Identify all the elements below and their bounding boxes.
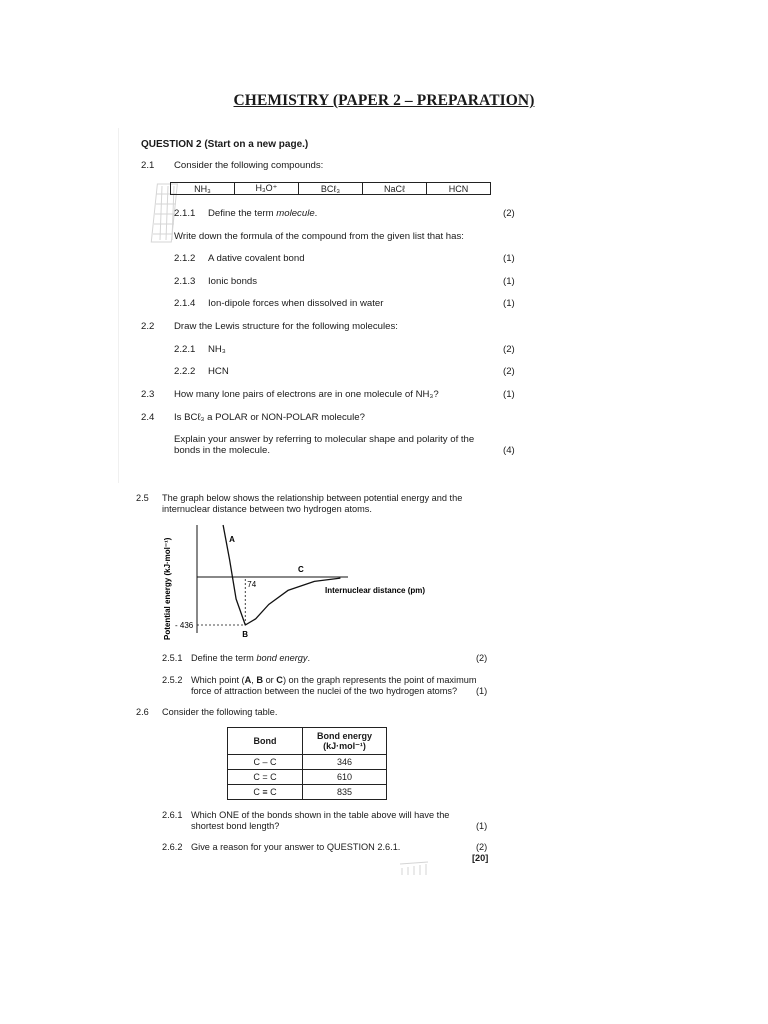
q2-3-text: How many lone pairs of electrons are in one molecule of NH₃? <box>174 389 439 400</box>
term-bond-energy: bond energy <box>256 653 308 663</box>
q2-6-1-line2: shortest bond length? <box>191 821 280 831</box>
point-label-b: B <box>242 630 249 639</box>
table-row <box>228 770 387 785</box>
compound-cell: HCN <box>426 183 490 195</box>
term-molecule: molecule <box>276 208 315 219</box>
min-energy-label: - 436 <box>175 621 194 630</box>
compounds-table <box>170 182 491 195</box>
q2-1-1-text: Define the term molecule. <box>208 208 318 219</box>
compound-cell: NH₃ <box>171 183 235 195</box>
q2-1-4-marks: (1) <box>503 298 515 309</box>
q2-1-text: Consider the following compounds: <box>174 160 324 171</box>
page-title: CHEMISTRY (PAPER 2 – PREPARATION) <box>233 92 535 109</box>
x-axis-label: Internuclear distance (pm) <box>325 586 426 595</box>
table-row <box>228 755 387 770</box>
q2-4-text: Is BCℓ₃ a POLAR or NON-POLAR molecule? <box>174 412 365 423</box>
q2-2-2-number: 2.2.2 <box>174 366 196 377</box>
q2-5-1-text: Define the term bond energy. <box>191 653 311 663</box>
point-label-c: C <box>298 565 304 574</box>
table-cell: C – C <box>228 755 303 770</box>
q2-1-1-marks: (2) <box>503 208 515 219</box>
y-axis-label: Potential energy (kJ·mol⁻¹) <box>163 537 172 640</box>
q2-1-instruction: Write down the formula of the compound from the given list that has: <box>174 231 464 242</box>
table-header-bond-energy: Bond energy (kJ·mol⁻¹) <box>303 728 387 755</box>
watermark-fragment-icon <box>398 860 432 876</box>
q2-1-4-text: Ion-dipole forces when dissolved in water <box>208 298 384 309</box>
q2-2-1-text: NH₃ <box>208 344 226 355</box>
q2-2-text: Draw the Lewis structure for the following molecules: <box>174 321 398 332</box>
table-cell: 835 <box>303 785 387 800</box>
q2-1-3-text: Ionic bonds <box>208 276 258 287</box>
bond-energy-table <box>227 727 387 800</box>
q2-5-2-line2: force of attraction between the nuclei of the two hydrogen atoms? <box>191 686 458 696</box>
table-cell: C = C <box>228 770 303 785</box>
question-total: [20] <box>472 853 489 863</box>
q2-2-2-text: HCN <box>208 366 229 377</box>
q2-2-1-marks: (2) <box>503 344 515 355</box>
energy-curve <box>223 525 340 625</box>
question-heading: QUESTION 2 (Start on a new page.) <box>141 139 309 150</box>
q2-1-number: 2.1 <box>141 160 155 171</box>
q2-2-1-number: 2.2.1 <box>174 344 196 355</box>
q2-5-1-marks: (2) <box>476 653 488 663</box>
q2-5-1-number: 2.5.1 <box>162 653 183 663</box>
q2-6-2-text: Give a reason for your answer to QUESTION 2.6.1. <box>191 842 401 852</box>
q2-5-number: 2.5 <box>136 493 149 503</box>
q2-3-number: 2.3 <box>141 389 155 400</box>
q2-6-2-marks: (2) <box>476 842 488 852</box>
q2-5-2-marks: (1) <box>476 686 488 696</box>
q2-5-2-line1: Which point (A, B or C) on the graph represents the point of maximum <box>191 675 477 685</box>
table-cell: 610 <box>303 770 387 785</box>
q2-3-marks: (1) <box>503 389 515 400</box>
q2-1-1-number: 2.1.1 <box>174 208 196 219</box>
q2-6-number: 2.6 <box>136 707 149 717</box>
q2-4-number: 2.4 <box>141 412 155 423</box>
compound-cell: BCℓ₃ <box>298 183 362 195</box>
q2-2-2-marks: (2) <box>503 366 515 377</box>
table-header-bond: Bond <box>228 728 303 755</box>
q2-6-1-marks: (1) <box>476 821 488 831</box>
q2-1-3-marks: (1) <box>503 276 515 287</box>
q2-5-line2: internuclear distance between two hydrogen atoms. <box>162 504 372 514</box>
q2-4-marks: (4) <box>503 445 515 456</box>
table-cell: C ≡ C <box>228 785 303 800</box>
q2-1-2-text: A dative covalent bond <box>208 253 305 264</box>
scan-edge <box>118 128 119 483</box>
q2-1-3-number: 2.1.3 <box>174 276 196 287</box>
q2-1-2-marks: (1) <box>503 253 515 264</box>
q2-6-1-line1: Which ONE of the bonds shown in the table above will have the <box>191 810 450 820</box>
table-row <box>228 785 387 800</box>
compound-cell: H₃O⁺ <box>234 183 298 195</box>
potential-energy-chart <box>150 515 426 645</box>
q2-6-2-number: 2.6.2 <box>162 842 183 852</box>
q2-6-1-number: 2.6.1 <box>162 810 183 820</box>
q2-4-explain-line2: bonds in the molecule. <box>174 445 270 456</box>
q2-5-line1: The graph below shows the relationship between potential energy and the <box>162 493 463 503</box>
q2-2-number: 2.2 <box>141 321 155 332</box>
table-cell: 346 <box>303 755 387 770</box>
q2-1-2-number: 2.1.2 <box>174 253 196 264</box>
point-label-a: A <box>229 535 235 544</box>
bond-length-label: 74 <box>247 580 257 589</box>
q2-1-4-number: 2.1.4 <box>174 298 196 309</box>
compound-cell: NaCℓ <box>362 183 426 195</box>
q2-6-text: Consider the following table. <box>162 707 278 717</box>
q2-5-2-number: 2.5.2 <box>162 675 183 685</box>
q2-4-explain-line1: Explain your answer by referring to molecular shape and polarity of the <box>174 434 475 445</box>
